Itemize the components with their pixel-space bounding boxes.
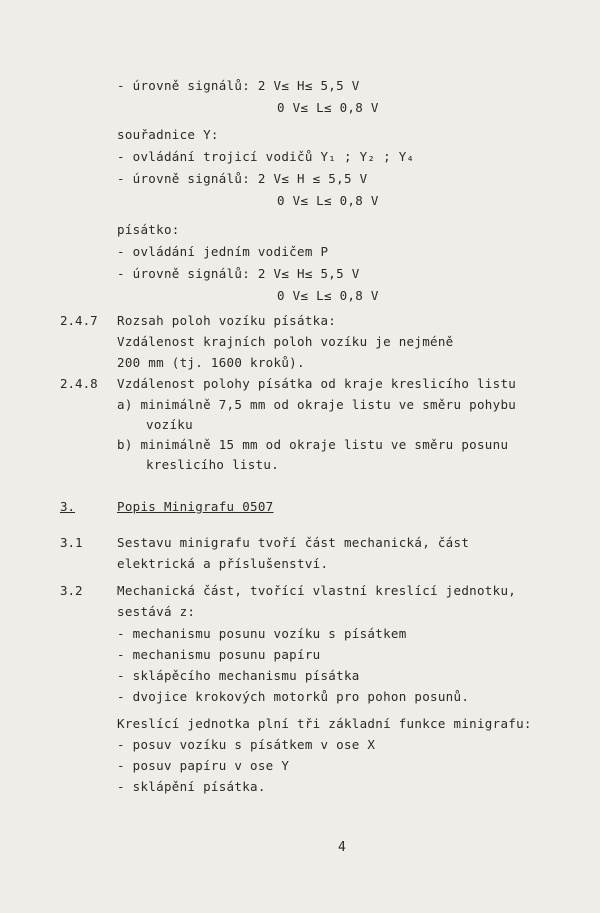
text-line: Sestavu minigrafu tvoří část mechanická, část: [117, 535, 470, 550]
text-line: 0 V≤ L≤ 0,8 V: [277, 193, 379, 208]
section-number: 3.: [60, 499, 76, 514]
text-line: - ovládání jedním vodičem P: [117, 244, 329, 259]
section-number: 2.4.8: [60, 376, 98, 391]
text-line: - posuv vozíku s písátkem v ose X: [117, 737, 376, 752]
text-line: - úrovně signálů: 2 V≤ H≤ 5,5 V: [117, 78, 360, 93]
text-line: - úrovně signálů: 2 V≤ H ≤ 5,5 V: [117, 171, 368, 186]
text-line: písátko:: [117, 222, 180, 237]
text-line: - sklápění písátka.: [117, 779, 266, 794]
text-line: Rozsah poloh vozíku písátka:: [117, 313, 337, 328]
section-number: 3.1: [60, 535, 83, 550]
text-line: Vzdálenost krajních poloh vozíku je nejméně: [117, 334, 454, 349]
text-line: sestává z:: [117, 604, 196, 619]
text-line: - ovládání trojicí vodičů Y₁ ; Y₂ ; Y₄: [117, 149, 415, 164]
text-line: vozíku: [146, 417, 193, 432]
text-line: Vzdálenost polohy písátka od kraje kreslicího listu: [117, 376, 517, 391]
text-line: b) minimálně 15 mm od okraje listu ve směru posunu: [117, 437, 509, 452]
text-line: 200 mm (tj. 1600 kroků).: [117, 355, 305, 370]
text-line: 0 V≤ L≤ 0,8 V: [277, 288, 379, 303]
text-line: - mechanismu posunu papíru: [117, 647, 321, 662]
text-line: elektrická a příslušenství.: [117, 556, 329, 571]
text-line: 0 V≤ L≤ 0,8 V: [277, 100, 379, 115]
section-number: 3.2: [60, 583, 83, 598]
text-line: Mechanická část, tvořící vlastní kreslící jednotku,: [117, 583, 517, 598]
page-number: 4: [338, 840, 346, 855]
text-line: Kreslící jednotka plní tři základní funkce minigrafu:: [117, 716, 532, 731]
section-number: 2.4.7: [60, 313, 98, 328]
text-line: - posuv papíru v ose Y: [117, 758, 290, 773]
text-line: souřadnice Y:: [117, 127, 219, 142]
text-line: - úrovně signálů: 2 V≤ H≤ 5,5 V: [117, 266, 360, 281]
text-line: - dvojice krokových motorků pro pohon posunů.: [117, 689, 470, 704]
text-line: a) minimálně 7,5 mm od okraje listu ve směru pohybu: [117, 397, 517, 412]
text-line: - mechanismu posunu vozíku s písátkem: [117, 626, 407, 641]
section-title: Popis Minigrafu 0507: [117, 499, 274, 514]
text-line: - sklápěcího mechanismu písátka: [117, 668, 360, 683]
text-line: kreslicího listu.: [146, 457, 280, 472]
